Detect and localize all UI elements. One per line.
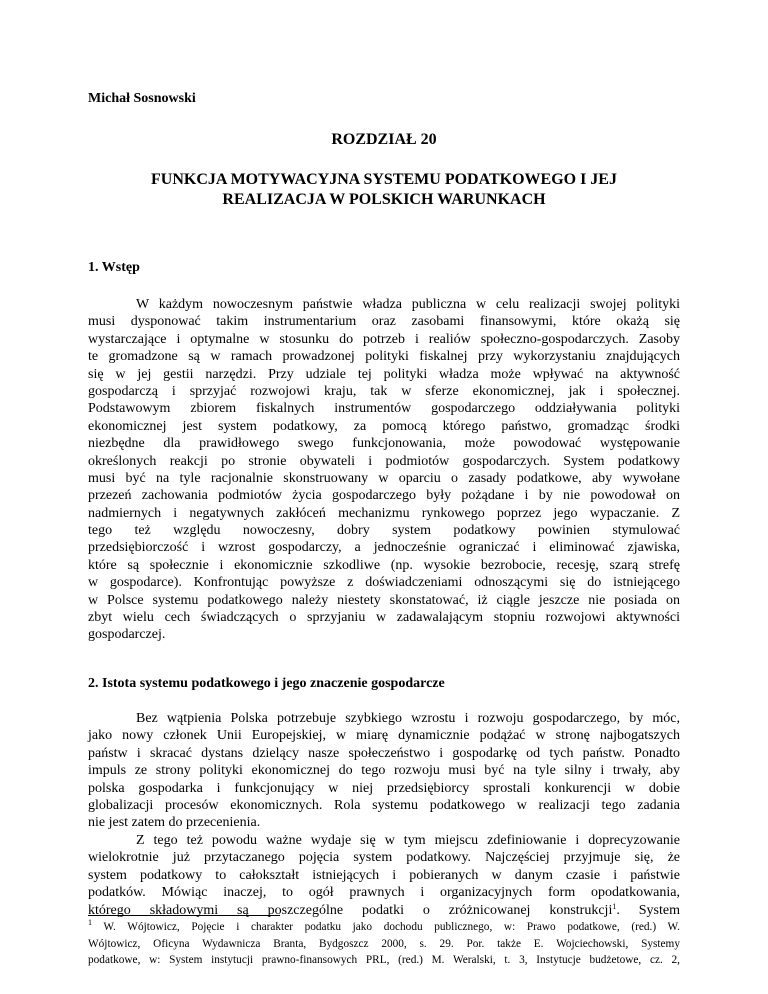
paragraph-tax-system-1 bbox=[88, 710, 680, 832]
text-line: w Polsce systemu podatkowego należy niestety skonstatować, iż ciągle jeszcze nie posiada on bbox=[88, 592, 680, 608]
text-line: nadmiernych i negatywnych zakłóceń mechanizmu rynkowego poprzez jego wypaczanie. Z bbox=[88, 505, 680, 521]
text-line: tego też względu nowoczesny, dobry system podatkowy powinien stymulować bbox=[88, 523, 680, 539]
text-line: w gospodarce). Konfrontując powyższe z doświadczeniami odnoszącymi się do istniejącego bbox=[88, 575, 680, 591]
footnote-line: podatkowe, w: System instytucji prawno-finansowych PRL, (red.) M. Weralski, t. 3, Instytucje budżetowe, cz. 2, bbox=[88, 954, 680, 966]
footnote-divider bbox=[88, 915, 280, 916]
text-line: się w jej gestii narzędzi. Przy udziale tej polityki władza może wpływać na aktywność bbox=[88, 366, 680, 382]
text-segment: którego składowymi są poszczególne podatki o zróżnicowanej konstrukcji bbox=[88, 902, 613, 918]
paragraph-tax-system-2 bbox=[88, 832, 680, 919]
text-line: impuls ze strony polityki ekonomicznej do tego rozwoju musi być na tyle silny i trwały, aby bbox=[88, 763, 680, 779]
text-line: państw i skracać dystans dzielący nasze społeczeństwo i gospodarkę od tych państw. Ponadto bbox=[88, 745, 680, 761]
text-line bbox=[88, 902, 680, 919]
chapter-title-line: FUNKCJA MOTYWACYJNA SYSTEMU PODATKOWEGO I JEJ bbox=[151, 171, 617, 188]
section-heading-introduction: 1. Wstęp bbox=[88, 260, 140, 275]
text-line: jako nowy członek Unii Europejskiej, w miarę dynamicznie podążać w stronę najbogatszych bbox=[88, 728, 680, 744]
text-line: nie jest zatem do przecenienia. bbox=[88, 815, 261, 831]
text-line: wielokrotnie już przytaczanego pojęcia system podatkowy. Najczęściej przyjmuje się, że bbox=[88, 850, 680, 866]
text-line: Podstawowym zbiorem fiskalnych instrumentów gospodarczego oddziaływania polityki bbox=[88, 401, 680, 417]
footnote-number: 1 bbox=[88, 918, 92, 927]
text-segment: . System bbox=[616, 902, 680, 918]
text-line: zbyt wielu cech świadczących o sprzyjaniu w zadawalającym stopniu rozwojowi aktywności bbox=[88, 610, 680, 626]
text-line: podatków. Mówiąc inaczej, to ogół prawnych i organizacyjnych form opodatkowania, bbox=[88, 885, 680, 901]
document-page bbox=[88, 0, 680, 994]
chapter-title-line: REALIZACJA W POLSKICH WARUNKACH bbox=[222, 191, 546, 208]
chapter-heading: ROZDZIAŁ 20 bbox=[331, 131, 437, 148]
footnote bbox=[88, 919, 680, 969]
text-line: które są społecznie i ekonomicznie szkodliwe (np. wysokie bezrobocie, recesję, szarą strefę bbox=[88, 557, 680, 573]
text-line: niezbędne dla prawidłowego swego funkcjonowania, może powodować występowanie bbox=[88, 436, 680, 452]
text-line: polska gospodarka i funkcjonujący w niej przedsiębiorcy sprostali konkurencji w dobie bbox=[88, 780, 680, 796]
text-line: przedsiębiorczość i wzrost gospodarczy, a jednocześnie ograniczać i eliminować zjawiska, bbox=[88, 540, 680, 556]
paragraph-introduction bbox=[88, 296, 680, 644]
text-line: Z tego też powodu ważne wydaje się w tym miejscu zdefiniowanie i doprecyzowanie bbox=[136, 833, 680, 848]
text-line: gospodarczą i sprzyjać rozwojowi kraju, tak w sferze ekonomicznej, jak i społecznej. bbox=[88, 383, 680, 399]
chapter-title bbox=[88, 170, 680, 210]
author-name: Michał Sosnowski bbox=[88, 91, 196, 106]
text-line: gospodarczej. bbox=[88, 627, 166, 643]
text-line: te gromadzone są w ramach prowadzonej polityki fiskalnej przy wykorzystaniu znajdujących bbox=[88, 349, 680, 365]
text-line: system podatkowy to całokształt istniejących i pobieranych w danym czasie i państwie bbox=[88, 867, 680, 883]
text-line: ekonomicznej jest system podatkowy, za pomocą którego państwo, gromadząc środki bbox=[88, 418, 680, 434]
footnote-line bbox=[88, 919, 680, 936]
section-heading-tax-system: 2. Istota systemu podatkowego i jego znaczenie gospodarcze bbox=[88, 676, 445, 691]
text-line: wystarczające i optymalne w stosunku do potrzeb i realiów społeczno-gospodarczych. Zasoby bbox=[88, 331, 680, 347]
text-line: określonych reakcji po stronie obywateli i podmiotów gospodarczych. System podatkowy bbox=[88, 453, 680, 469]
footnote-line: Wójtowicz, Oficyna Wydawnicza Branta, Bydgoszcz 2000, s. 29. Por. także E. Wojciechowski, Systemy bbox=[88, 937, 680, 950]
text-line: Bez wątpienia Polska potrzebuje szybkiego wzrostu i rozwoju gospodarczego, by móc, bbox=[136, 711, 680, 726]
footnote-reference[interactable]: 1 bbox=[612, 901, 617, 911]
text-line: przezeń zachowania podmiotów życia gospodarczego były pożądane i by nie powodował on bbox=[88, 488, 680, 504]
text-line: musi być na tyle racjonalnie skonstruowany w oparciu o zasady podatkowe, aby wywołane bbox=[88, 470, 680, 486]
text-line: W każdym nowoczesnym państwie władza publiczna w celu realizacji swojej polityki bbox=[136, 297, 680, 312]
text-line: globalizacji procesów ekonomicznych. Rola systemu podatkowego w realizacji tego zadania bbox=[88, 797, 680, 813]
text-line: musi dysponować takim instrumentarium oraz zasobami finansowymi, które okażą się bbox=[88, 314, 680, 330]
text-segment: W. Wójtowicz, Pojęcie i charakter podatku jako dochodu publicznego, w: Prawo podatkowe, (red.) W. bbox=[92, 921, 680, 933]
